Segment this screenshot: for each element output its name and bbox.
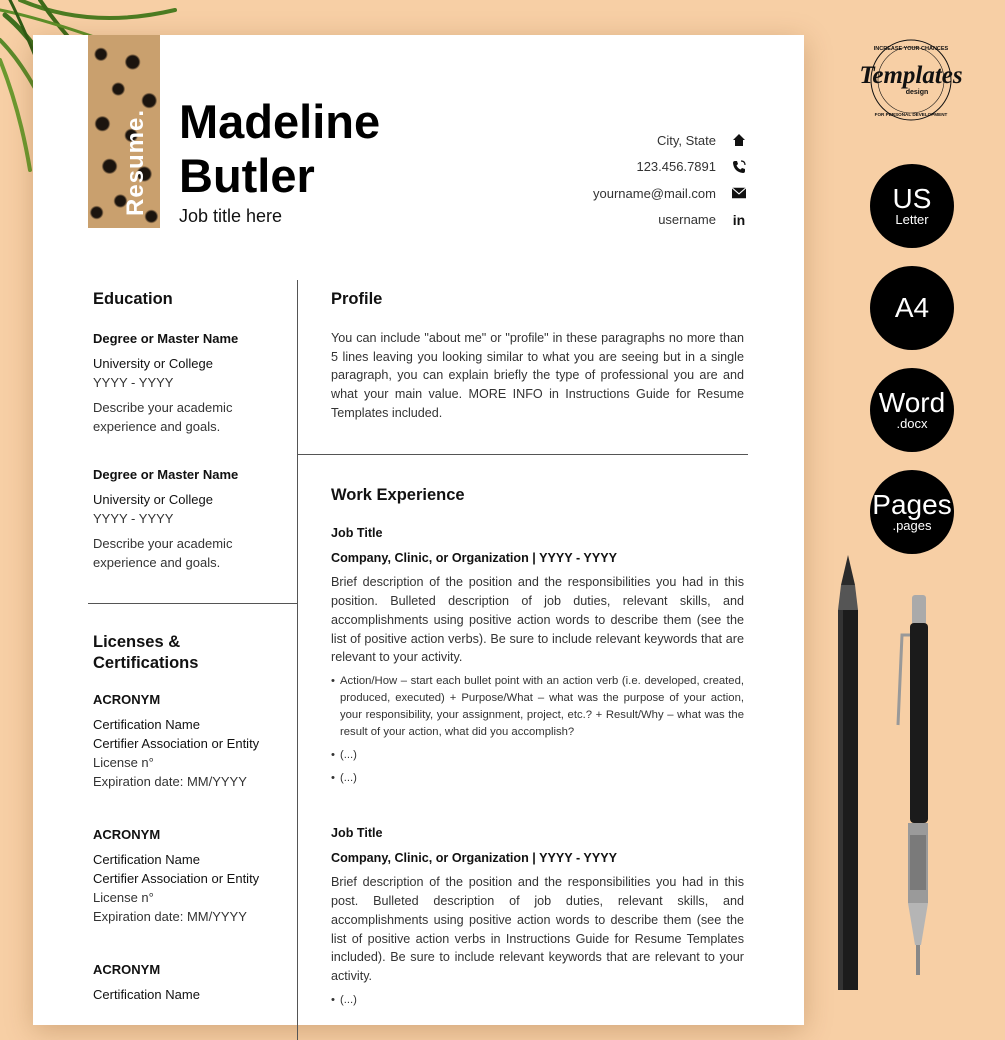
job-entry-description: Brief description of the position and the responsibilities you had in this post. Bulleted description of job duties, relevant skills, and accomplishments using positive action words to describe them (see the list of positive action verbs in Instructions Guide for Resume Templates included). Be sure to include relevant keywords that are relevant to your activity.	[331, 875, 744, 983]
list-item: • (...)	[331, 770, 744, 787]
job-entry-title: Job Title	[331, 526, 383, 540]
logo-ring-bottom: FOR PERSONAL DEVELOPMENT	[874, 112, 948, 117]
job-entry-company: Company, Clinic, or Organization | YYYY - YYYY	[331, 850, 618, 865]
list-item: • Action/How – start each bullet point with an action verb (i.e. developed, created, produced, executed) + Purpose/What – what was the purpose of your action, your responsibility, your assignment, project, etc.? + Result/Why – what was the result of your action, what did you accomplish?	[331, 673, 744, 741]
job-entry-bullets	[331, 992, 744, 1009]
license-item: ACRONYM Certification Name Certifier Association or Entity License n° Expiration date: MM/YYYY	[93, 692, 260, 789]
job-title: Job title here	[179, 206, 283, 226]
contact-linkedin: username in	[658, 211, 746, 228]
phone-icon	[732, 160, 746, 174]
mail-icon	[732, 186, 746, 200]
home-icon	[732, 133, 746, 147]
work-experience-title: Work Experience	[331, 486, 465, 504]
job-entry-title: Job Title	[331, 826, 383, 840]
leopard-pattern-banner	[88, 35, 160, 228]
job-entry	[331, 824, 744, 1015]
linkedin-icon: in	[732, 211, 746, 228]
column-divider	[297, 280, 298, 1040]
contact-email: yourname@mail.com	[593, 180, 746, 207]
pencil-decoration	[828, 555, 868, 995]
contact-location: City, State	[593, 127, 746, 154]
licenses-title: Licenses & Certifications	[93, 633, 199, 672]
profile-divider	[297, 454, 748, 455]
badge-word: Word .docx	[870, 368, 954, 452]
candidate-name	[179, 95, 380, 203]
logo-ring-top: INCREASE YOUR CHANCES	[873, 46, 949, 52]
license-item: ACRONYM Certification Name Certifier Association or Entity License n° Expiration date: MM/YYYY	[93, 827, 260, 924]
job-entry-bullets	[331, 673, 744, 787]
badge-pages: Pages .pages	[870, 470, 954, 554]
profile-title: Profile	[331, 290, 383, 308]
job-entry-company: Company, Clinic, or Organization | YYYY - YYYY	[331, 550, 618, 565]
education-title: Education	[93, 290, 173, 308]
list-item: • (...)	[331, 747, 744, 764]
resume-side-label: Resume.	[122, 108, 149, 216]
first-name: Madeline	[179, 95, 381, 148]
education-divider	[88, 603, 297, 604]
education-item: Degree or Master Name University or College YYYY - YYYY Describe your academic experience and goals.	[93, 331, 239, 434]
profile-text: You can include "about me" or "profile" in these paragraphs no more than 5 lines leaving you looking similar to what you are seeing but in a single paragraph, you can explain briefly the type of professional you are and what your main value. MORE INFO in Instructions Guide for Resume Templates included.	[331, 331, 744, 420]
badge-a4: A4	[870, 266, 954, 350]
templates-design-logo	[855, 35, 967, 125]
logo-sub: design	[905, 89, 929, 96]
mechanical-pencil-decoration	[880, 595, 940, 995]
list-item: • (...)	[331, 992, 744, 1009]
contact-info	[593, 127, 746, 233]
contact-phone: 123.456.7891	[593, 154, 746, 181]
last-name: Butler	[179, 149, 315, 202]
badge-us-letter: US Letter	[870, 164, 954, 248]
logo-text: Templates	[859, 62, 963, 89]
license-item: ACRONYM Certification Name	[93, 962, 200, 1002]
job-entry-description: Brief description of the position and the responsibilities you had in this position. Bulleted description of job duties, relevant skills, and accomplishments using positive action words to describe them (see the list of positive action verbs). Be sure to include relevant keywords that are relevant to your activity.	[331, 575, 744, 665]
job-entry	[331, 524, 744, 793]
resume-page	[33, 35, 804, 1025]
education-item: Degree or Master Name University or College YYYY - YYYY Describe your academic experience and goals.	[93, 467, 239, 570]
